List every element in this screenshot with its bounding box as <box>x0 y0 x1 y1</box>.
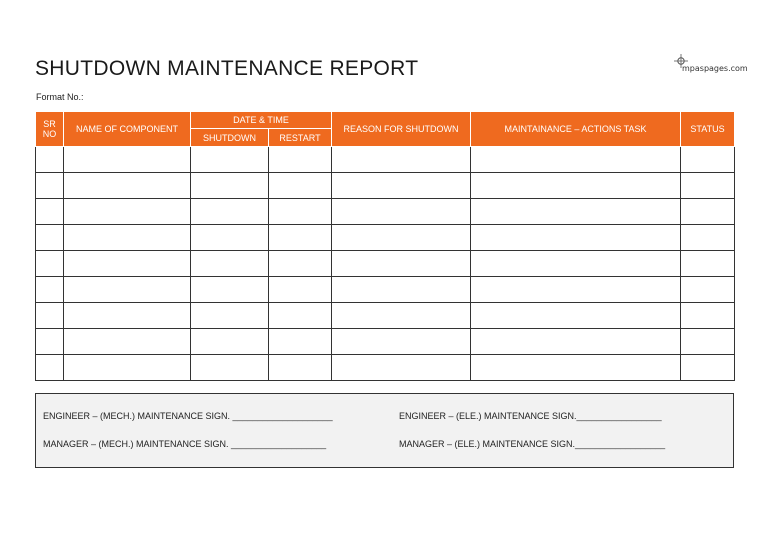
table-row <box>36 277 735 303</box>
table-cell[interactable] <box>681 199 735 225</box>
table-cell[interactable] <box>64 251 191 277</box>
table-cell[interactable] <box>269 277 332 303</box>
table-cell[interactable] <box>191 355 269 381</box>
table-cell[interactable] <box>269 147 332 173</box>
table-cell[interactable] <box>681 277 735 303</box>
header-restart: RESTART <box>269 129 332 147</box>
table-cell[interactable] <box>681 251 735 277</box>
table-cell[interactable] <box>681 355 735 381</box>
table-cell[interactable] <box>64 329 191 355</box>
table-cell[interactable] <box>471 199 681 225</box>
table-cell[interactable] <box>332 225 471 251</box>
header-reason-for-shutdown: REASON FOR SHUTDOWN <box>332 112 471 147</box>
table-cell[interactable] <box>681 329 735 355</box>
table-cell[interactable] <box>471 355 681 381</box>
table-cell[interactable] <box>332 173 471 199</box>
table-cell[interactable] <box>36 355 64 381</box>
table-cell[interactable] <box>64 225 191 251</box>
table-cell[interactable] <box>36 251 64 277</box>
table-cell[interactable] <box>191 251 269 277</box>
table-cell[interactable] <box>64 199 191 225</box>
header-date-time: DATE & TIME <box>191 112 332 129</box>
table-cell[interactable] <box>471 277 681 303</box>
table-cell[interactable] <box>471 329 681 355</box>
table-cell[interactable] <box>681 173 735 199</box>
table-cell[interactable] <box>471 225 681 251</box>
header-sr-no: SR NO <box>36 112 64 147</box>
table-cell[interactable] <box>36 173 64 199</box>
header-maintenance-actions: MAINTAINANCE – ACTIONS TASK <box>471 112 681 147</box>
format-number-label: Format No.: <box>36 92 84 102</box>
table-cell[interactable] <box>64 173 191 199</box>
table-cell[interactable] <box>471 147 681 173</box>
table-cell[interactable] <box>269 303 332 329</box>
table-cell[interactable] <box>332 147 471 173</box>
logo-text: mpaspages.com <box>682 64 748 73</box>
table-row <box>36 147 735 173</box>
report-title: SHUTDOWN MAINTENANCE REPORT <box>35 57 419 80</box>
table-cell[interactable] <box>269 225 332 251</box>
table-cell[interactable] <box>269 355 332 381</box>
table-row <box>36 199 735 225</box>
manager-mech-signature: MANAGER – (MECH.) MAINTENANCE SIGN. ___________________ <box>43 439 327 449</box>
header-status: STATUS <box>681 112 735 147</box>
table-body <box>36 147 735 381</box>
table-cell[interactable] <box>36 225 64 251</box>
table-row <box>36 355 735 381</box>
table-cell[interactable] <box>471 303 681 329</box>
table-cell[interactable] <box>191 173 269 199</box>
signature-panel <box>35 393 734 468</box>
table-cell[interactable] <box>269 329 332 355</box>
table-cell[interactable] <box>332 303 471 329</box>
table-cell[interactable] <box>36 303 64 329</box>
table-cell[interactable] <box>36 199 64 225</box>
table-cell[interactable] <box>269 251 332 277</box>
engineer-ele-signature: ENGINEER – (ELE.) MAINTENANCE SIGN._________________ <box>399 411 662 421</box>
table-cell[interactable] <box>471 251 681 277</box>
header-shutdown: SHUTDOWN <box>191 129 269 147</box>
table-cell[interactable] <box>332 251 471 277</box>
table-row <box>36 173 735 199</box>
table-cell[interactable] <box>332 329 471 355</box>
table-cell[interactable] <box>191 329 269 355</box>
table-cell[interactable] <box>36 329 64 355</box>
table-cell[interactable] <box>191 303 269 329</box>
table-cell[interactable] <box>191 147 269 173</box>
table-cell[interactable] <box>332 199 471 225</box>
table-cell[interactable] <box>64 303 191 329</box>
table-cell[interactable] <box>191 277 269 303</box>
table-cell[interactable] <box>471 173 681 199</box>
table-cell[interactable] <box>64 355 191 381</box>
table-row <box>36 329 735 355</box>
table-cell[interactable] <box>681 303 735 329</box>
header-name-of-component: NAME OF COMPONENT <box>64 112 191 147</box>
table-cell[interactable] <box>36 147 64 173</box>
table-cell[interactable] <box>681 225 735 251</box>
table-cell[interactable] <box>64 277 191 303</box>
table-cell[interactable] <box>36 277 64 303</box>
maintenance-table <box>35 111 735 381</box>
table-cell[interactable] <box>64 147 191 173</box>
table-cell[interactable] <box>269 199 332 225</box>
table-row <box>36 251 735 277</box>
table-cell[interactable] <box>191 199 269 225</box>
table-cell[interactable] <box>332 277 471 303</box>
engineer-mech-signature: ENGINEER – (MECH.) MAINTENANCE SIGN. ____________________ <box>43 411 333 421</box>
manager-ele-signature: MANAGER – (ELE.) MAINTENANCE SIGN.__________________ <box>399 439 666 449</box>
table-row <box>36 303 735 329</box>
table-row <box>36 225 735 251</box>
table-cell[interactable] <box>332 355 471 381</box>
table-cell[interactable] <box>269 173 332 199</box>
table-cell[interactable] <box>191 225 269 251</box>
table-cell[interactable] <box>681 147 735 173</box>
